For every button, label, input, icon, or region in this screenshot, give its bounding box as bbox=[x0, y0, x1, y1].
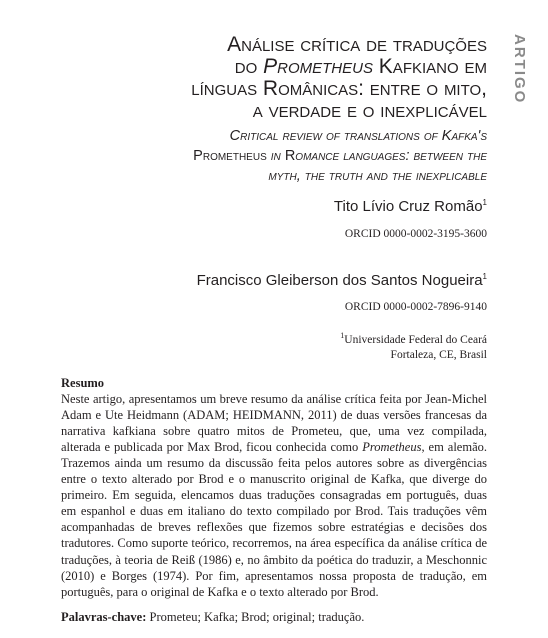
author-2-name: Francisco Gleiberson dos Santos Nogueira bbox=[196, 272, 483, 289]
title-en-line1: Critical review of translations of Kafka's bbox=[229, 128, 487, 144]
title-pt-line2-pre: do bbox=[234, 55, 264, 78]
author-1-affiliation-mark: 1 bbox=[482, 198, 487, 207]
title-pt-line2-post: Kafkiano em bbox=[372, 55, 487, 78]
author-2-affiliation-mark: 1 bbox=[482, 272, 487, 281]
title-en-line2-c: omance languages: between the bbox=[295, 148, 487, 164]
affiliation-location: Fortaleza, CE, Brasil bbox=[390, 349, 487, 361]
title-en-line2 bbox=[67, 146, 487, 166]
author-2-orcid[interactable]: ORCID 0000-0002-7896-9140 bbox=[344, 301, 487, 313]
title-pt-line2 bbox=[67, 56, 487, 78]
title-en-line2-c-head: R bbox=[284, 148, 296, 164]
keywords-label: Palavras-chave: bbox=[61, 610, 147, 624]
title-english bbox=[67, 126, 487, 186]
author-1 bbox=[334, 198, 487, 216]
affiliation-institution-line bbox=[340, 333, 487, 348]
abstract-text-part1: Neste artigo, apresentamos um breve resumo da análise crítica feita por Jean-Michel Adam e Ute Heidmann (ADAM; HEIDMANN, 2011) de duas versões francesas da narrativa kafkiana sobre quatro mitos de Prometeu, que, uma vez compilada, alterada e publicada por Max Brod, ficou conhecida como bbox=[61, 392, 487, 455]
author-2 bbox=[197, 272, 487, 290]
keywords bbox=[61, 610, 364, 625]
title-pt-line1: Análise crítica de traduções bbox=[227, 33, 487, 56]
author-1-orcid[interactable]: ORCID 0000-0002-3195-3600 bbox=[344, 228, 487, 240]
title-en-line2-a: Prometheus bbox=[193, 148, 267, 164]
title-en-line2-b: in bbox=[266, 148, 285, 164]
author-1-name: Tito Lívio Cruz Romão bbox=[333, 198, 483, 215]
section-tab: ARTIGO bbox=[511, 34, 528, 105]
affiliation-mark: 1 bbox=[340, 331, 345, 341]
abstract-text-part2: , em alemão. Trazemos ainda um resumo da discussão feita pelos autores sobre as divergências entre o texto alterado por Brod e o manuscrito original de Kafka, que diverge do primeiro. Em seguida, elencamos duas traduções consagradas em português, duas em espanhol e duas em italiano do texto compilado por Brod. Tais traduções vêm acompanhadas de breves reflexões que fizemos sobre estratégias e decisões dos tradutores. Como suporte teórico, recorremos, na área específica da análise crítica de traduções, à teoria de Reiß (1986) e, no âmbito da poética do traduzir, a Meschonnic (2010) e Borges (1974). Por fim, apresentamos nossa proposta de tradução, em português, para o original de Kafka e o texto alterado por Brod. bbox=[61, 440, 487, 599]
affiliation-institution: Universidade Federal do Ceará bbox=[344, 334, 487, 346]
article-title-block bbox=[67, 34, 487, 186]
abstract bbox=[61, 375, 487, 600]
keywords-text: Prometeu; Kafka; Brod; original; tradução. bbox=[146, 610, 365, 624]
title-pt-line2-italic: Prometheus bbox=[263, 55, 373, 78]
affiliation bbox=[340, 333, 487, 363]
abstract-text-italic: Prometheus bbox=[362, 440, 422, 455]
title-pt-line3: línguas Românicas: entre o mito, bbox=[191, 77, 487, 100]
abstract-heading: Resumo bbox=[61, 376, 105, 390]
title-portuguese bbox=[67, 34, 487, 122]
title-en-line3: myth, the truth and the inexplicable bbox=[268, 168, 487, 184]
title-pt-line4: a verdade e o inexplicável bbox=[252, 99, 487, 122]
abstract-body bbox=[61, 391, 487, 600]
